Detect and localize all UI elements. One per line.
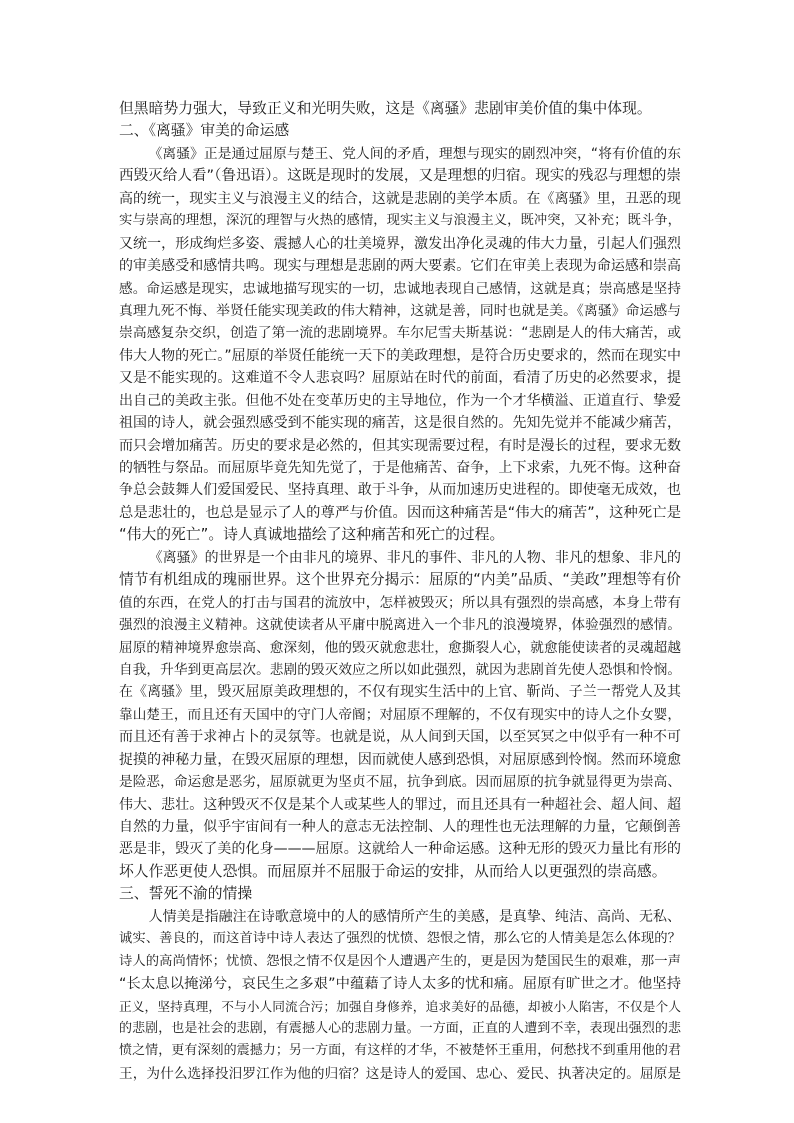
text-line: 而只会增加痛苦。历史的要求是必然的，但其实现需要过程，有时是漫长的过程，要求无数 [119,437,681,454]
text-line: 人情美是指融注在诗歌意境中的人的感情所产生的美感，是真挚、纯洁、高尚、无私、 [148,908,681,925]
text-line: 自然的力量，似乎宇宙间有一种人的意志无法控制、人的理性也无法理解的力量，它颠倒善 [119,819,681,835]
text-line: 恶是非，毁灭了美的化身———屈原。这就给人一种命运感。这种无形的毁灭力量比有形的 [119,841,681,858]
text-line: 西毁灭给人看”（鲁迅语）。这既是现时的发展，又是理想的归宿。现实的残忍与理想的崇 [119,168,681,185]
text-line: 祖国的诗人，就会强烈感受到不能实现的痛苦，这是很自然的。先知先觉并不能减少痛苦， [119,415,681,432]
text-line: 而且还有善于求神占卜的灵氛等。也就是说，从人间到天国，以至冥冥之中似乎有一种不可 [119,729,681,746]
text-line: 《离骚》的世界是一个由非凡的境界、非凡的事件、非凡的人物、非凡的想象、非凡的 [148,549,681,566]
text-line: 争总会鼓舞人们爱国爱民、坚持真理、敢于斗争，从而加速历史进程的。即使毫无成效，也 [119,482,681,499]
text-line: 伟大、悲壮。这种毁灭不仅是某个人或某些人的罪过，而且还具有一种超社会、超人间、超 [119,796,681,813]
text-line: 诗人的高尚情怀；忧愤、怨恨之情不仅是因个人遭遇产生的，更是因为楚国民生的艰难，那一声 [119,953,681,969]
text-line: 但黑暗势力强大，导致正义和光明失败，这是《离骚》悲剧审美价值的集中体现。 [119,100,652,117]
text-line: 实与崇高的理想，深沉的理智与火热的感情，现实主义与浪漫主义，既冲突，又补充；既斗争， [119,213,681,229]
text-line: 真理九死不悔、举贤任能实现美政的伟大精神，这就是善，同时也就是美。《离骚》命运感与 [119,302,681,319]
document-page [119,98,681,1085]
text-line: 《离骚》正是通过屈原与楚王、党人间的矛盾，理想与现实的剧烈冲突，“将有价值的东 [148,145,681,162]
text-line: 值的东西，在党人的打击与国君的流放中，怎样被毁灭；所以具有强烈的崇高感，本身上带有 [119,594,681,611]
text-line: 捉摸的神秘力量，在毁灭屈原的理想，因而就使人感到恐惧，对屈原感到怜悯。然而环境愈 [119,751,681,768]
text-line: 在《离骚》里，毁灭屈原美政理想的，不仅有现实生活中的上官、靳尚、子兰一帮党人及其 [119,684,681,701]
text-line: 愤之情，更有深刻的震撼力；另一方面，有这样的才华，不被楚怀王重用，何愁找不到重用他的君 [119,1043,681,1059]
text-line: 诚实、善良的，而这首诗中诗人表达了强烈的忧愤、怨恨之情，那么它的人情美是怎么体现的？ [119,931,681,947]
text-line: 又是不能实现的。这难道不令人悲哀吗？屈原站在时代的前面，看清了历史的必然要求，提 [119,370,681,387]
text-line: 情节有机组成的瑰丽世界。这个世界充分揭示：屈原的“内美”品质、“美政”理想等有价 [119,571,681,589]
text-line: 高的统一，现实主义与浪漫主义的结合，这就是悲剧的美学本质。在《离骚》里，丑恶的现 [119,190,681,207]
text-line: 三、誓死不渝的情操 [119,885,253,903]
text-line: 的牺牲与祭品。而屈原毕竟先知先觉了，于是他痛苦、奋争，上下求索，九死不悔。这种奋 [119,460,681,476]
text-line: “长太息以掩涕兮，哀民生之多艰”中蕴藉了诗人太多的忧和痛。屈原有旷世之才。他坚持 [119,976,681,993]
text-line: 正义，坚持真理，不与小人同流合污；加强自身修养，追求美好的品德，却被小人陷害，不仅是个人 [119,998,681,1014]
text-line: 强烈的浪漫主义精神。这就使读者从平庸中脱离进入一个非凡的浪漫境界，体验强烈的感情。 [119,617,681,634]
text-line: “伟大的死亡”。诗人真诚地描绘了这种痛苦和死亡的过程。 [119,526,505,544]
text-line: 的悲剧，也是社会的悲剧，有震撼人心的悲剧力量。一方面，正直的人遭到不幸，表现出强烈的悲 [119,1020,681,1036]
text-line: 自我，升华到更高层次。悲剧的毁灭效应之所以如此强烈，就因为悲剧首先使人恐惧和怜悯。 [119,661,681,678]
text-line: 崇高感复杂交织，创造了第一流的悲剧境界。车尔尼雪夫斯基说：“悲剧是人的伟大痛苦，或 [119,325,681,342]
text-line: 的审美感受和感情共鸣。现实与理想是悲剧的两大要素。它们在审美上表现为命运感和崇高 [119,258,681,275]
text-line: 出自己的美政主张。但他不处在变革历史的主导地位，作为一个才华横溢、正道直行、挚爱 [119,392,681,409]
text-line: 又统一，形成绚烂多姿、震撼人心的壮美境界，激发出净化灵魂的伟大力量，引起人们强烈 [119,235,681,252]
text-line: 王，为什么选择投汨罗江作为他的归宿？这是诗人的爱国、忠心、爱民、执著决定的。屈原是 [119,1065,681,1082]
text-line: 坏人作恶更使人恐惧。而屈原并不屈服于命运的安排，从而给人以更强烈的崇高感。 [119,862,667,880]
text-line: 屈原的精神境界愈崇高、愈深刻，他的毁灭就愈悲壮，愈撕裂人心，就愈能使读者的灵魂超越 [119,639,681,656]
text-line: 是险恶，命运愈是恶劣，屈原就更为坚贞不屈，抗争到底。因而屈原的抗争就显得更为崇高、 [119,774,681,791]
text-line: 伟大人物的死亡。”屈原的举贤任能统一天下的美政理想，是符合历史要求的，然而在现实中 [119,347,681,364]
text-line: 靠山楚王，而且还有天国中的守门人帝阍；对屈原不理解的，不仅有现实中的诗人之仆女婴， [119,706,681,723]
text-line: 总是悲壮的，也总是显示了人的尊严与价值。因而这种痛苦是“伟大的痛苦”，这种死亡是 [119,504,681,521]
text-line: 二、《离骚》审美的命运感 [119,122,290,140]
text-line: 感。命运感是现实，忠诚地描写现实的一切，忠诚地表现自己感情，这就是真；崇高感是坚持 [119,280,681,297]
